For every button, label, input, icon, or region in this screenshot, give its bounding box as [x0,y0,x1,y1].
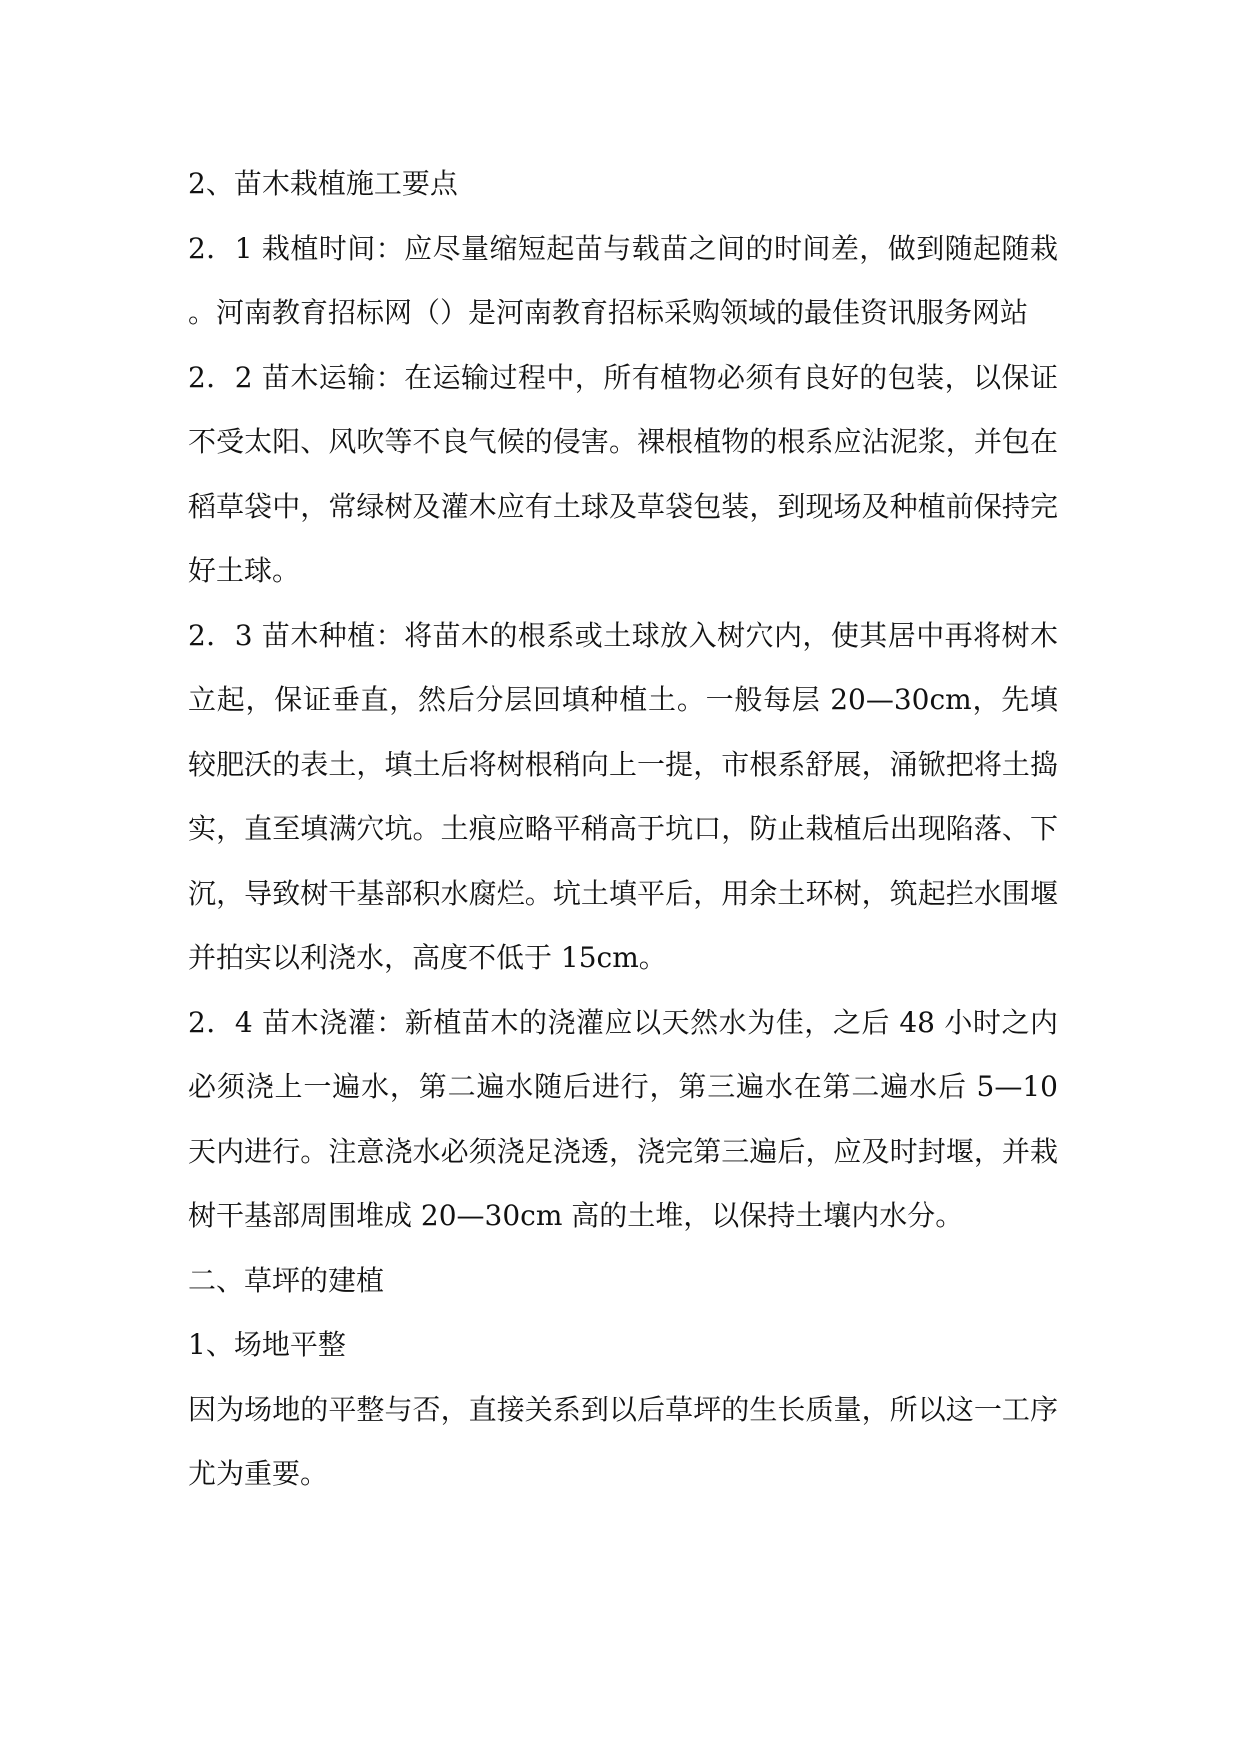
section-heading-planting-points: 2、苗木栽植施工要点 [188,167,458,200]
paragraph-planting-time: 2．1 栽植时间：应尽量缩短起苗与载苗之间的时间差，做到随起随栽。河南教育招标网（）是河南教育招标采购领域的最佳资讯服务网站 [188,231,1058,329]
document-body [188,152,1058,1507]
paragraph-seedling-irrigation: 2．4 苗木浇灌：新植苗木的浇灌应以天然水为佳，之后 48 小时之内必须浇上一遍水，第二遍水随后进行，第三遍水在第二遍水后 5—10 天内进行。注意浇水必须浇足浇透，浇完第三遍后，应及时封堰，并栽树干基部周围堆成 20—30cm 高的土堆，以保持土壤内水分。 [188,1005,1058,1232]
paragraph-seedling-planting: 2．3 苗木种植：将苗木的根系或土球放入树穴内，使其居中再将树木立起，保证垂直，然后分层回填种植土。一般每层 20—30cm，先填较肥沃的表土，填土后将树根稍向上一提，市根系舒展，涌锨把将土捣实，直至填满穴坑。土痕应略平稍高于坑口，防止栽植后出现陷落、下沉，导致树干基部积水腐烂。坑土填平后，用余土环树，筑起拦水围堰并拍实以利浇水，高度不低于 15cm。 [188,618,1058,974]
paragraph-seedling-transport: 2．2 苗木运输：在运输过程中，所有植物必须有良好的包装，以保证不受太阳、风吹等不良气候的侵害。裸根植物的根系应沾泥浆，并包在稻草袋中，常绿树及灌木应有土球及草袋包装，到现场及种植前保持完好土球。 [188,360,1058,587]
section-heading-lawn-establishment: 二、草坪的建植 [188,1263,385,1297]
section-heading-site-leveling: 1、场地平整 [188,1328,346,1361]
paragraph-site-leveling: 因为场地的平整与否，直接关系到以后草坪的生长质量，所以这一工序尤为重要。 [188,1392,1058,1490]
